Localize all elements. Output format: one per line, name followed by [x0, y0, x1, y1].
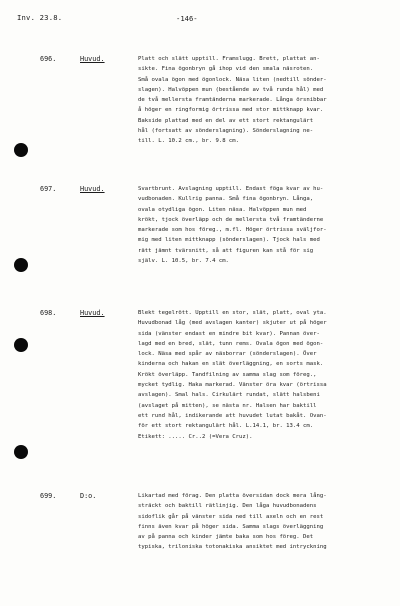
entry-text — [138, 308, 390, 442]
text-line: lagd med en bred, slät, tunn rems. Ovala ögon med ögon- — [138, 340, 324, 347]
text-line: själv. L. 10.5, br. 7.4 cm. — [138, 258, 229, 265]
text-line: vudbonaden. Kullrig panna. Små fina ögonbryn. Långa, — [138, 196, 314, 203]
entry-number: 699. — [40, 492, 57, 500]
text-line: Svartbrunt. Avslagning upptill. Endast föga kvar av hu- — [138, 186, 324, 192]
text-line: mycket tydlig. Haka markerad. Vänster öra kvar (örtrissa — [138, 382, 327, 389]
text-line: de två mellersta framtänderna markerade. Långa örsnibbar — [138, 97, 327, 104]
text-line: slagen). Halvöppen mun (bestående av två runda hål) med — [138, 86, 324, 93]
punch-hole — [14, 445, 28, 459]
entry-number: 697. — [40, 185, 57, 193]
text-line: avslagen). Smal hals. Cirkulärt rundat, slätt halsbeni — [138, 392, 320, 399]
text-line: hål (fortsatt av sönderslagning). Sönderslagning ne- — [138, 128, 314, 135]
text-line: rätt jämnt tvärsnitt, så att figuren kan stå för sig — [138, 247, 314, 254]
text-line: Likartad med förag. Den platta översidan dock mera lång- — [138, 493, 327, 499]
text-line: lock. Näsa med spår av näsborrar (sönderslagen). Över — [138, 351, 317, 358]
text-line: typiska, triloniska totonakiska ansiktet med intryckning — [138, 544, 327, 551]
page-number: -146- — [176, 14, 198, 23]
punch-hole — [14, 338, 28, 352]
text-line: krökt, tjock överläpp och de mellersta två framtänderne — [138, 216, 324, 223]
text-line: sidoflik går på vänster sida ned till axeln och en rest — [138, 513, 324, 520]
text-line: ovala otydliga ögon. Liten näsa. Halvöppen mun med — [138, 206, 307, 213]
text-line: av på panna och kinder jämte baka som hos föreg. Det — [138, 534, 314, 541]
entry-heading: Huvud. — [80, 185, 105, 193]
punch-hole — [14, 258, 28, 272]
text-line: Krökt överläpp. Tandfilning av samma slag som föreg., — [138, 371, 317, 378]
text-line: Små ovala ögon med ögonlock. Näsa liten (nedtill sönder- — [138, 76, 327, 83]
entry-text — [138, 54, 390, 147]
inventory-number: Inv. 23.8. — [17, 13, 63, 22]
text-line: Huvudbonad låg (med avslagen kanter) skjuter ut på höger — [138, 320, 327, 327]
entry-heading: D:o. — [80, 492, 97, 500]
text-line: för ett stort rektangulärt hål. L.14.1, br. 13.4 cm. — [138, 423, 314, 430]
text-line: å höger en ringformig örtrissa med stor mittknapp kvar. — [138, 107, 324, 114]
text-line: sikte. Fina ögonbryn gå ihop vid den smala näsroten. — [138, 66, 314, 73]
entry-heading: Huvud. — [80, 55, 105, 63]
entry-text — [138, 184, 390, 266]
text-line: Platt och slätt upptill. Framslugg. Brett, plattat an- — [138, 56, 320, 62]
text-line: Etikett: ..... Cr..2 (=Vera Cruz). — [138, 433, 253, 440]
entry-number: 696. — [40, 55, 57, 63]
text-line: (avslaget på mitten), se nästa nr. Halsen har baktill — [138, 402, 317, 409]
text-line: Blekt tegelrött. Upptill en stor, slät, platt, oval yta. — [138, 310, 327, 316]
entry-heading: Huvud. — [80, 309, 105, 317]
text-line: sträckt och baktill rätlinjig. Den låga huvudbonadens — [138, 503, 317, 510]
text-line: kinderna och hakan en slät överläggning, en sorts mask. — [138, 361, 324, 368]
text-line: till. L. 10.2 cm., br. 9.8 cm. — [138, 138, 240, 145]
text-line: sida (vänster endast en mindre bit kvar). Pannan över- — [138, 330, 320, 337]
text-line: ett rund hål, indikerande att huvudet lutat bakåt. Ovan- — [138, 412, 327, 419]
text-line: markerade som hos föreg., m.fl. Höger örtrissa sväljfor- — [138, 227, 327, 234]
entry-number: 698. — [40, 309, 57, 317]
text-line: mig med liten mittknapp (sönderslagen). Tjock hals med — [138, 237, 320, 244]
entry-text — [138, 491, 390, 553]
punch-hole — [14, 143, 28, 157]
text-line: finns även kvar på höger sida. Samma slags överläggning — [138, 523, 324, 530]
text-line: Bakside plattad med en del av ett stort rektangulärt — [138, 117, 314, 124]
